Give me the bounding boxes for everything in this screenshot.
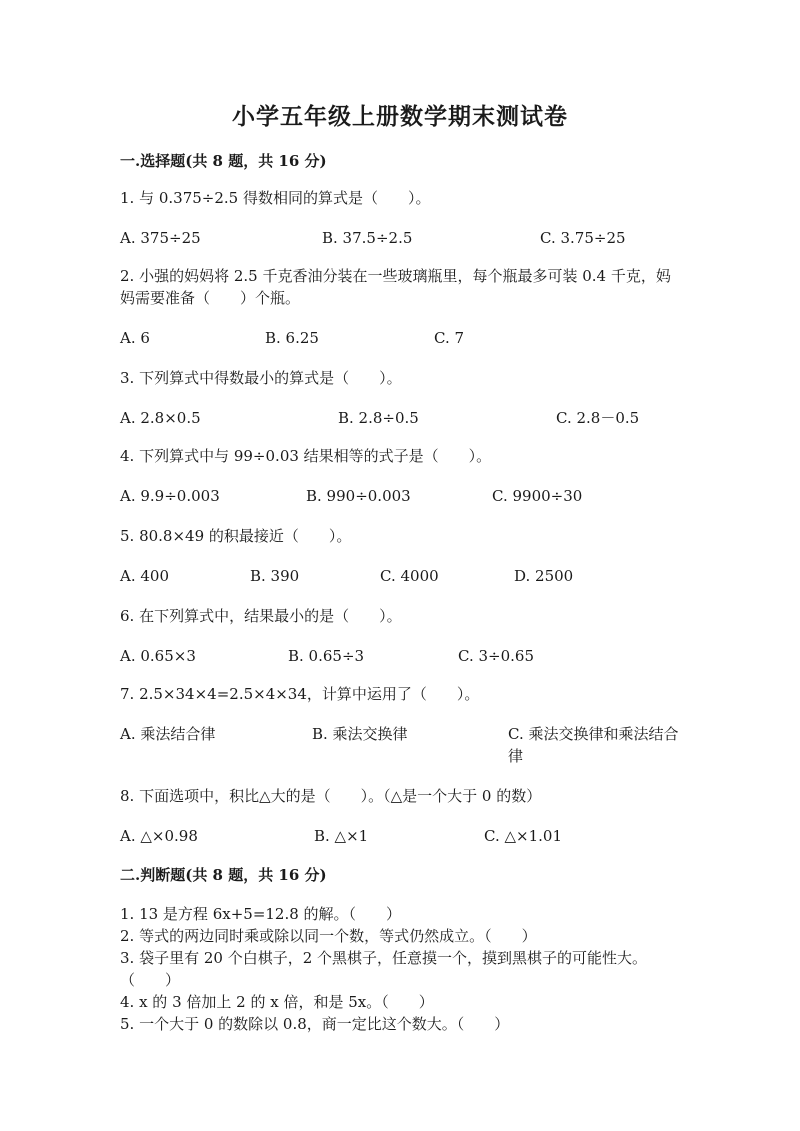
option-a: A. 375÷25: [120, 229, 201, 247]
option-b: B. △×1: [314, 827, 369, 845]
question-5-options: [120, 565, 680, 587]
question-5: 5. 80.8×49 的积最接近（ ）。: [120, 527, 352, 545]
option-c: C. 乘法交换律和乘法结合律: [508, 725, 679, 765]
judgment-item-1: 1. 13 是方程 6x+5=12.8 的解。（ ）: [120, 905, 402, 923]
option-b: B. 6.25: [265, 329, 319, 347]
question-1-options: [120, 227, 680, 249]
judgment-item-3: 3. 袋子里有 20 个白棋子，2 个黑棋子，任意摸一个，摸到黑棋子的可能性大。（ ）: [120, 949, 648, 989]
option-c: C. 3÷0.65: [458, 647, 534, 665]
judgment-item-4: 4. x 的 3 倍加上 2 的 x 倍，和是 5x。（ ）: [120, 993, 434, 1011]
question-8: 8. 下面选项中，积比△大的是（ ）。（△是一个大于 0 的数）: [120, 787, 542, 805]
option-c: C. 9900÷30: [492, 487, 583, 505]
option-a: A. 0.65×3: [120, 647, 196, 665]
question-7: 7. 2.5×34×4=2.5×4×34，计算中运用了（ ）。: [120, 685, 480, 703]
option-c: C. 2.8－0.5: [556, 409, 640, 427]
question-3-options: [120, 407, 680, 429]
option-b: B. 0.65÷3: [288, 647, 365, 665]
page-title: 小学五年级上册数学期末测试卷: [232, 103, 568, 130]
option-c: C. △×1.01: [484, 827, 562, 845]
question-3: 3. 下列算式中得数最小的算式是（ ）。: [120, 369, 402, 387]
option-b: B. 2.8÷0.5: [338, 409, 419, 427]
question-4-options: [120, 485, 680, 507]
question-6-options: [120, 645, 680, 667]
option-a: A. 400: [120, 567, 169, 585]
option-c: C. 7: [434, 329, 465, 347]
question-1: 1. 与 0.375÷2.5 得数相同的算式是（ ）。: [120, 189, 431, 207]
question-8-options: [120, 825, 680, 847]
option-b: B. 390: [250, 567, 300, 585]
option-a: A. 2.8×0.5: [120, 409, 201, 427]
option-b: B. 37.5÷2.5: [322, 229, 413, 247]
option-a: A. △×0.98: [120, 827, 198, 845]
option-a: A. 乘法结合律: [120, 725, 216, 743]
question-2-options: [120, 327, 680, 349]
section-heading-true-false: 二.判断题(共 8 题，共 16 分): [120, 866, 327, 884]
option-c: C. 3.75÷25: [540, 229, 626, 247]
option-c: C. 4000: [380, 567, 439, 585]
option-a: A. 9.9÷0.003: [120, 487, 220, 505]
judgment-item-5: 5. 一个大于 0 的数除以 0.8，商一定比这个数大。（ ）: [120, 1015, 510, 1033]
option-b: B. 乘法交换律: [312, 725, 408, 743]
section-heading-choice: 一.选择题(共 8 题，共 16 分): [120, 152, 327, 170]
question-6: 6. 在下列算式中，结果最小的是（ ）。: [120, 607, 402, 625]
question-4: 4. 下列算式中与 99÷0.03 结果相等的式子是（ ）。: [120, 447, 492, 465]
option-a: A. 6: [120, 329, 150, 347]
question-2: 2. 小强的妈妈将 2.5 千克香油分装在一些玻璃瓶里，每个瓶最多可装 0.4 千克，妈妈需要准备（ ）个瓶。: [120, 267, 671, 307]
option-d: D. 2500: [514, 567, 574, 585]
judgment-item-2: 2. 等式的两边同时乘或除以同一个数，等式仍然成立。（ ）: [120, 927, 537, 945]
option-b: B. 990÷0.003: [306, 487, 411, 505]
question-7-options: [120, 723, 680, 765]
